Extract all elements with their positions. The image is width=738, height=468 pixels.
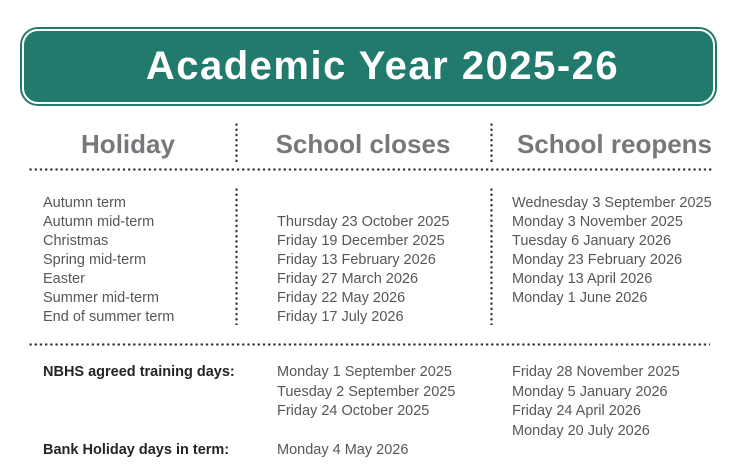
dotted-divider-top xyxy=(28,168,712,171)
training-dates-column-2 xyxy=(512,363,680,441)
column-header-school-reopens: School reopens xyxy=(516,129,713,159)
bank-holiday-date: Monday 4 May 2026 xyxy=(277,442,409,458)
training-date: Friday 28 November 2025 xyxy=(512,364,680,380)
training-date: Friday 24 October 2025 xyxy=(277,403,430,420)
holiday-name: End of summer term xyxy=(43,309,175,325)
dotted-separator-header-1 xyxy=(235,122,238,162)
reopens-date xyxy=(512,308,712,327)
school-closes-column xyxy=(277,194,450,327)
holiday-name: Christmas xyxy=(43,233,109,249)
reopens-date: Monday 3 November 2025 xyxy=(512,214,683,230)
reopens-date: Monday 13 April 2026 xyxy=(512,271,653,287)
closes-date: Friday 27 March 2026 xyxy=(277,271,419,287)
holiday-name: Easter xyxy=(43,271,85,287)
reopens-date: Wednesday 3 September 2025 xyxy=(512,195,712,211)
closes-date: Friday 13 February 2026 xyxy=(277,252,436,268)
closes-date: Friday 19 December 2025 xyxy=(277,233,445,249)
school-reopens-column xyxy=(512,194,712,327)
closes-date xyxy=(277,194,450,213)
training-date: Friday 24 April 2026 xyxy=(512,403,641,420)
reopens-date: Monday 1 June 2026 xyxy=(512,290,648,306)
training-days-label: NBHS agreed training days: xyxy=(43,364,235,380)
column-header-holiday: Holiday xyxy=(81,129,175,159)
closes-date: Friday 22 May 2026 xyxy=(277,290,406,306)
dotted-divider-bottom xyxy=(28,343,710,346)
training-dates-column-1 xyxy=(277,363,455,422)
reopens-date: Tuesday 6 January 2026 xyxy=(512,233,672,249)
page-title: Academic Year 2025-26 xyxy=(145,44,620,88)
holiday-name: Autumn term xyxy=(43,195,126,211)
training-date: Tuesday 2 September 2025 xyxy=(277,383,456,400)
dotted-separator-body-2 xyxy=(490,187,493,325)
holiday-column xyxy=(43,194,174,327)
title-banner xyxy=(22,29,715,104)
holiday-name: Autumn mid-term xyxy=(43,214,155,230)
dotted-separator-body-1 xyxy=(235,187,238,325)
training-date: Monday 5 January 2026 xyxy=(512,383,668,400)
training-date: Monday 1 September 2025 xyxy=(277,364,452,380)
bank-holiday-label: Bank Holiday days in term: xyxy=(43,442,230,458)
holiday-name: Summer mid-term xyxy=(43,290,160,306)
closes-date: Friday 17 July 2026 xyxy=(277,309,404,325)
holiday-name: Spring mid-term xyxy=(43,252,147,268)
column-header-school-closes: School closes xyxy=(275,129,451,159)
reopens-date: Monday 23 February 2026 xyxy=(512,252,683,268)
training-date: Monday 20 July 2026 xyxy=(512,422,650,439)
closes-date: Thursday 23 October 2025 xyxy=(277,214,450,230)
dotted-separator-header-2 xyxy=(490,122,493,162)
